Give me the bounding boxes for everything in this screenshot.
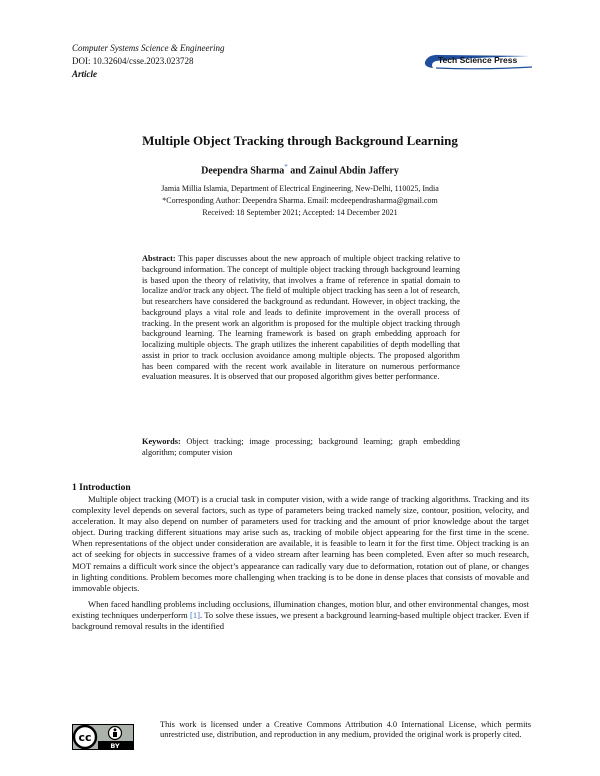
paragraph-text: . To solve these issues, we present a background learning-based multiple object tracker. Even if background removal results in the identified bbox=[72, 609, 529, 632]
author-list bbox=[0, 161, 600, 177]
license-statement: This work is licensed under a Creative Commons Attribution 4.0 International License, which permits unrestricted use, distribution, and reproduction in any medium, provided the original work is properly cited. bbox=[160, 720, 531, 740]
by-badge-text: BY bbox=[110, 742, 120, 750]
author-separator: and bbox=[287, 165, 309, 177]
abstract-text: This paper discusses about the new approach of multiple object tracking relative to background information. The concept of multiple object tracking through background learning is based upon the theory of relativity, that involves a frame of reference in spatial domain to localize and/or track any object. The field of multiple object tracking has seen a lot of research, but researchers have considered the background as redundant. However, in object tracking, the background plays a vital role and leads to definite improvement in the overall process of tracking. In the present work an algorithm is proposed for the multiple object tracking through background learning. The learning framework is based on graph embedding approach for localizing multiple objects. The graph utilizes the inherent capabilities of depth modelling that assist in prior to track occlusion avoidance among multiple objects. The proposed algorithm has been compared with the recent work available in literature on numerous performance evaluation measures. It is observed that our proposed algorithm gives better performance. bbox=[142, 254, 460, 382]
abstract bbox=[142, 254, 460, 383]
doi-link[interactable]: DOI: 10.32604/csse.2023.023728 bbox=[72, 56, 194, 66]
publisher-logo bbox=[422, 52, 534, 72]
abstract-label: Abstract: bbox=[142, 254, 176, 263]
cc-by-license-badge[interactable] bbox=[72, 724, 134, 750]
corresponding-author-line: *Corresponding Author: Deependra Sharma. Email: mcdeependrasharma@gmail.com bbox=[162, 196, 438, 205]
creative-commons-icon bbox=[72, 724, 134, 750]
author-name: Zainul Abdin Jaffery bbox=[308, 165, 399, 177]
paper-title: Multiple Object Tracking through Background Learning bbox=[142, 133, 458, 148]
affiliation-line: Jamia Millia Islamia, Department of Electrical Engineering, New-Delhi, 110025, India bbox=[161, 184, 439, 193]
citation-link[interactable]: [1] bbox=[190, 609, 201, 620]
corresponding-author-mark[interactable]: * bbox=[284, 163, 288, 171]
section-body bbox=[72, 494, 529, 632]
affiliation-block bbox=[0, 183, 600, 219]
paragraph-text: When faced handling problems including occlusions, illumination changes, motion blur, and other environmental changes, most existing techniques underperform bbox=[72, 598, 529, 620]
publisher-name: Tech Science Press bbox=[438, 55, 518, 65]
paragraph: Multiple object tracking (MOT) is a crucial task in computer vision, with a wide range of tracking algorithms. Tracking and its complexity level depends on several factors, such as type of parameters being tracked namely size, contour, position, velocity, and acceleration. It may also depend on number of parameters used for tracking and the amount of prior knowledge about the target object. During tracking different situations may arise such as, tracking of mobile object appearing for the first time in the scene. When representations of the object under consideration are available, it is feasible to learn it for the first time. Object tracking is an act of seeking for objects in successive frames of a video stream after learning has been completed. Even after so much research, MOT remains a difficult work since the object’s appearance can radically vary due to deformation, rotation out of plane, or changes in lighting conditions. Problem becomes more challenging when tracking is to be done in dense places that consists of movable and immovable objects. bbox=[72, 494, 529, 593]
cc-badge-text: cc bbox=[78, 731, 92, 744]
keywords-label: Keywords: bbox=[142, 437, 181, 446]
keywords-text: Object tracking; image processing; background learning; graph embedding algorithm; computer vision bbox=[142, 437, 460, 457]
journal-name: Computer Systems Science & Engineering bbox=[72, 43, 225, 53]
paragraph bbox=[72, 599, 529, 632]
keywords bbox=[142, 436, 460, 458]
article-type-label: Article bbox=[72, 69, 97, 79]
section-heading: 1 Introduction bbox=[72, 483, 131, 493]
received-accepted-dates: Received: 18 September 2021; Accepted: 14 December 2021 bbox=[202, 208, 398, 217]
author-name: Deependra Sharma bbox=[201, 165, 285, 177]
